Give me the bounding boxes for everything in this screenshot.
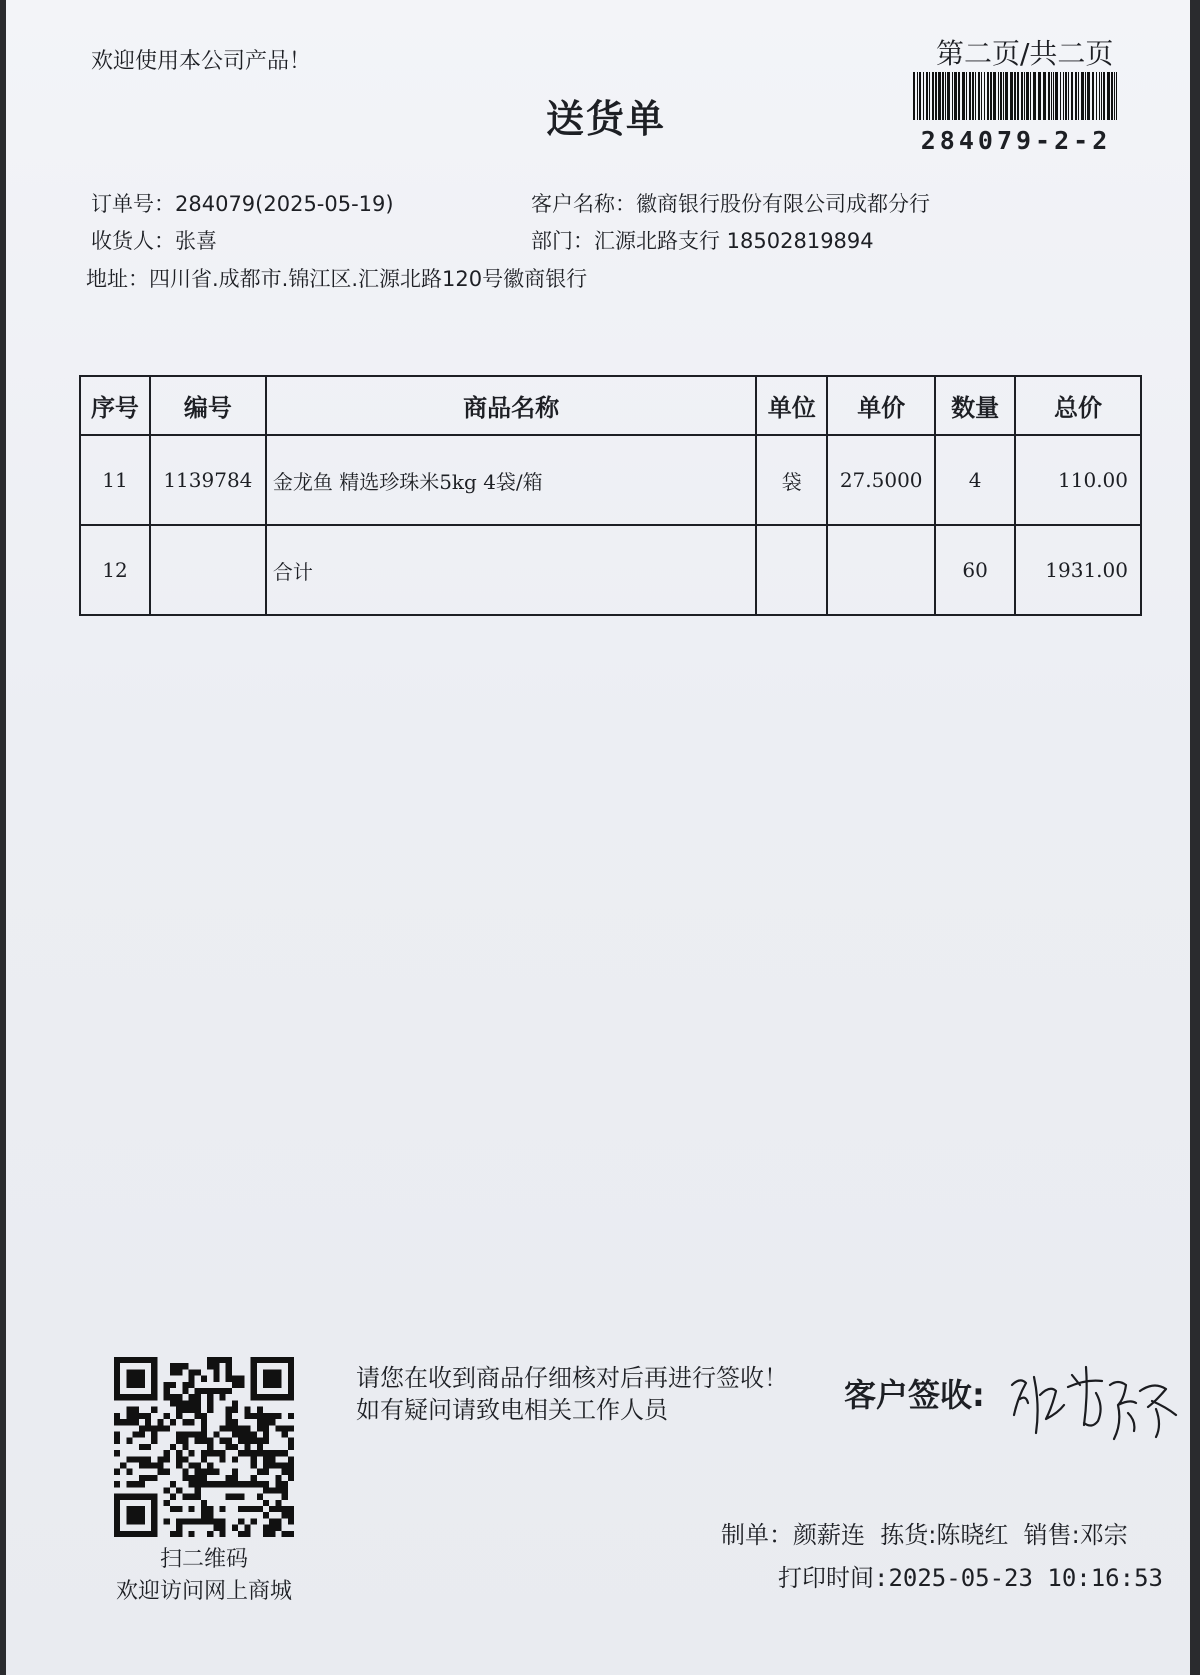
receiver-label: 收货人： [91,229,175,253]
cell-unit [756,525,827,615]
cell-total: 110.00 [1015,435,1141,525]
qr-caption-mall: 欢迎访问网上商城 [115,1579,292,1604]
header-unit-price: 单价 [827,376,935,435]
maker-text: 制单：颜薪连 [721,1521,865,1549]
verification-notice: 请您在收到商品仔细核对后再进行签收！如有疑问请致电相关工作人员 [356,1364,788,1424]
cell-product-name: 金龙鱼 精选珍珠米5kg 4袋/箱 [266,435,757,525]
handwritten-signature [1006,1355,1186,1455]
welcome-text: 欢迎使用本公司产品！ [91,49,312,74]
qr-caption-scan: 扫二维码 [159,1547,248,1572]
sales-text: 销售:邓宗 [1023,1521,1128,1549]
header-code: 编号 [150,376,266,435]
qr-code-image [114,1357,294,1537]
document-title: 送货单 [545,97,666,141]
goods-table [79,375,1142,616]
address-value: 四川省.成都市.锦江区.汇源北路120号徽商银行 [149,267,588,291]
table-row-summary [80,525,1141,615]
order-number-value: 284079(2025-05-19) [175,192,394,216]
header-product-name: 商品名称 [266,376,757,435]
cell-code [150,525,266,615]
table-row [80,435,1141,525]
paper-sheet [6,0,1190,1675]
header-seq: 序号 [80,376,150,435]
customer-name-value: 徽商银行股份有限公司成都分行 [636,192,930,216]
customer-name-label: 客户名称： [531,192,636,216]
barcode-image [911,72,1121,120]
cell-unit-price: 27.5000 [827,435,935,525]
customer-name-field [531,188,930,218]
cell-seq: 12 [80,525,150,615]
cell-unit-price [827,525,935,615]
print-time: 打印时间:2025-05-23 10:16:53 [778,1564,1163,1592]
picker-text: 拣货:陈晓红 [880,1521,1009,1549]
department-field [531,225,874,255]
cell-quantity: 60 [935,525,1015,615]
header-quantity: 数量 [935,376,1015,435]
staff-info [721,1515,1128,1550]
header-unit: 单位 [756,376,827,435]
header-total: 总价 [1015,376,1141,435]
receiver-value: 张喜 [175,229,217,253]
cell-seq: 11 [80,435,150,525]
table-header-row [80,376,1141,435]
cell-summary-label: 合计 [266,525,757,615]
customer-signature-label: 客户签收: [844,1376,985,1414]
address-label: 地址： [86,267,149,291]
page-number: 第二页/共二页 [936,37,1114,70]
order-number-field [91,188,394,218]
cell-code: 1139784 [150,435,266,525]
cell-unit: 袋 [756,435,827,525]
cell-quantity: 4 [935,435,1015,525]
department-label: 部门： [531,229,594,253]
address-field [86,263,587,293]
department-value: 汇源北路支行 18502819894 [594,229,874,253]
cell-total: 1931.00 [1015,525,1141,615]
barcode-number: 284079-2-2 [920,126,1112,155]
order-number-label: 订单号： [91,192,175,216]
receiver-field [91,225,217,255]
